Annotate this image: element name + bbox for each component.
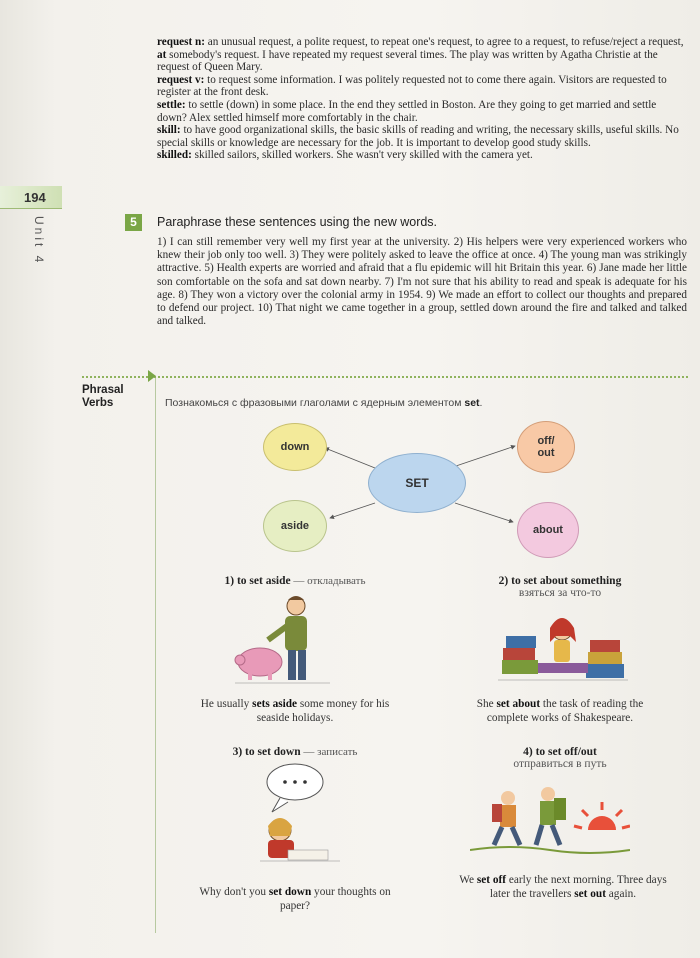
ellipse-set-center: SET bbox=[368, 453, 466, 513]
phrasal-verbs-label: Phrasal Verbs bbox=[82, 384, 124, 409]
vocab-entry-request-noun: request n: an unusual request, a polite request, to repeat one's request, to agree to a request, to refuse/reject a request, at somebody's request. I have repeated my request several times. The play was written by Agatha Christie at the request of Queen Mary. bbox=[157, 36, 684, 74]
vocab-entry-request-verb: request v: to request some information. I was politely requested not to come there again. Visitors are requested to register at the front desk. bbox=[157, 73, 667, 99]
phrasal-item-4-heading: 4) to set off/out отправиться в путь bbox=[513, 746, 607, 770]
exercise-title: Paraphrase these sentences using the new words. bbox=[157, 215, 438, 229]
page-number: 194 bbox=[24, 190, 46, 205]
phrasal-item-2-heading: 2) to set about something взяться за что-то bbox=[498, 575, 622, 599]
exercise-body: 1) I can still remember very well my first year at the university. 2) His helpers were very experienced workers who knew their job only too well. 3) They were politely asked to leave the office at once. 4) The young man was strikingly attractive. 5) Health experts are worried and afraid that a flu epidemic will hit Britain this year. 6) Jane made her little son comfortable on the sofa and sat down nearby. 7) I'm not sure that his ability to read and speak is adequate for his age. 8) They won a victory over the colonial army in 1954. 9) We made an effort to collect our thoughts and prepared to defend our project. 10) That night we came together in a group, settled down around the fire and talked and talked and talked. bbox=[157, 236, 687, 328]
vocabulary-entries bbox=[157, 36, 687, 162]
phrasal-item-3-sentence: Why don't you set down your thoughts on paper? bbox=[199, 886, 391, 912]
exercise-number-badge: 5 bbox=[125, 214, 142, 231]
phrasal-item-4-sentence: We set off early the next morning. Three days later the travellers set out again. bbox=[459, 874, 667, 900]
phrasal-item-1-heading: 1) to set aside — откладывать bbox=[224, 575, 366, 587]
vocab-entry-skill: skill: to have good organizational skills, the basic skills of reading and writing, the necessary skills, useful skills. No special skills or knowledge are necessary for the job. It is important to develop good study skills. bbox=[157, 124, 679, 149]
ellipse-about: about bbox=[517, 502, 579, 558]
ellipse-aside: aside bbox=[263, 500, 327, 552]
set-diagram bbox=[255, 418, 595, 568]
phrasal-item-1-sentence: He usually sets aside some money for his seaside holidays. bbox=[200, 698, 390, 724]
section-divider bbox=[82, 376, 688, 380]
ellipse-off-out: off/ out bbox=[517, 421, 575, 473]
section-vertical-line bbox=[155, 378, 156, 933]
vocab-entry-skilled: skilled: skilled sailors, skilled workers. She wasn't very skilled with the camera yet. bbox=[157, 149, 533, 162]
phrasal-item-2-sentence: She set about the task of reading the complete works of Shakespeare. bbox=[476, 698, 644, 724]
illustration-writing bbox=[250, 760, 350, 870]
phrasal-intro: Познакомься с фразовыми глаголами с ядерным элементом set. bbox=[165, 397, 483, 409]
illustration-piggy-bank bbox=[230, 588, 340, 688]
unit-label: Unit 4 bbox=[32, 216, 46, 266]
ellipse-down: down bbox=[263, 423, 327, 471]
vocab-entry-settle: settle: to settle (down) in some place. In the end they settled in Boston. Are they going to get married and settle down? Alex settled himself more comfortably in the chair. bbox=[157, 98, 657, 124]
phrasal-item-3-heading: 3) to set down — записать bbox=[232, 746, 358, 758]
illustration-travellers-sunrise bbox=[470, 780, 630, 865]
illustration-books bbox=[498, 608, 628, 698]
